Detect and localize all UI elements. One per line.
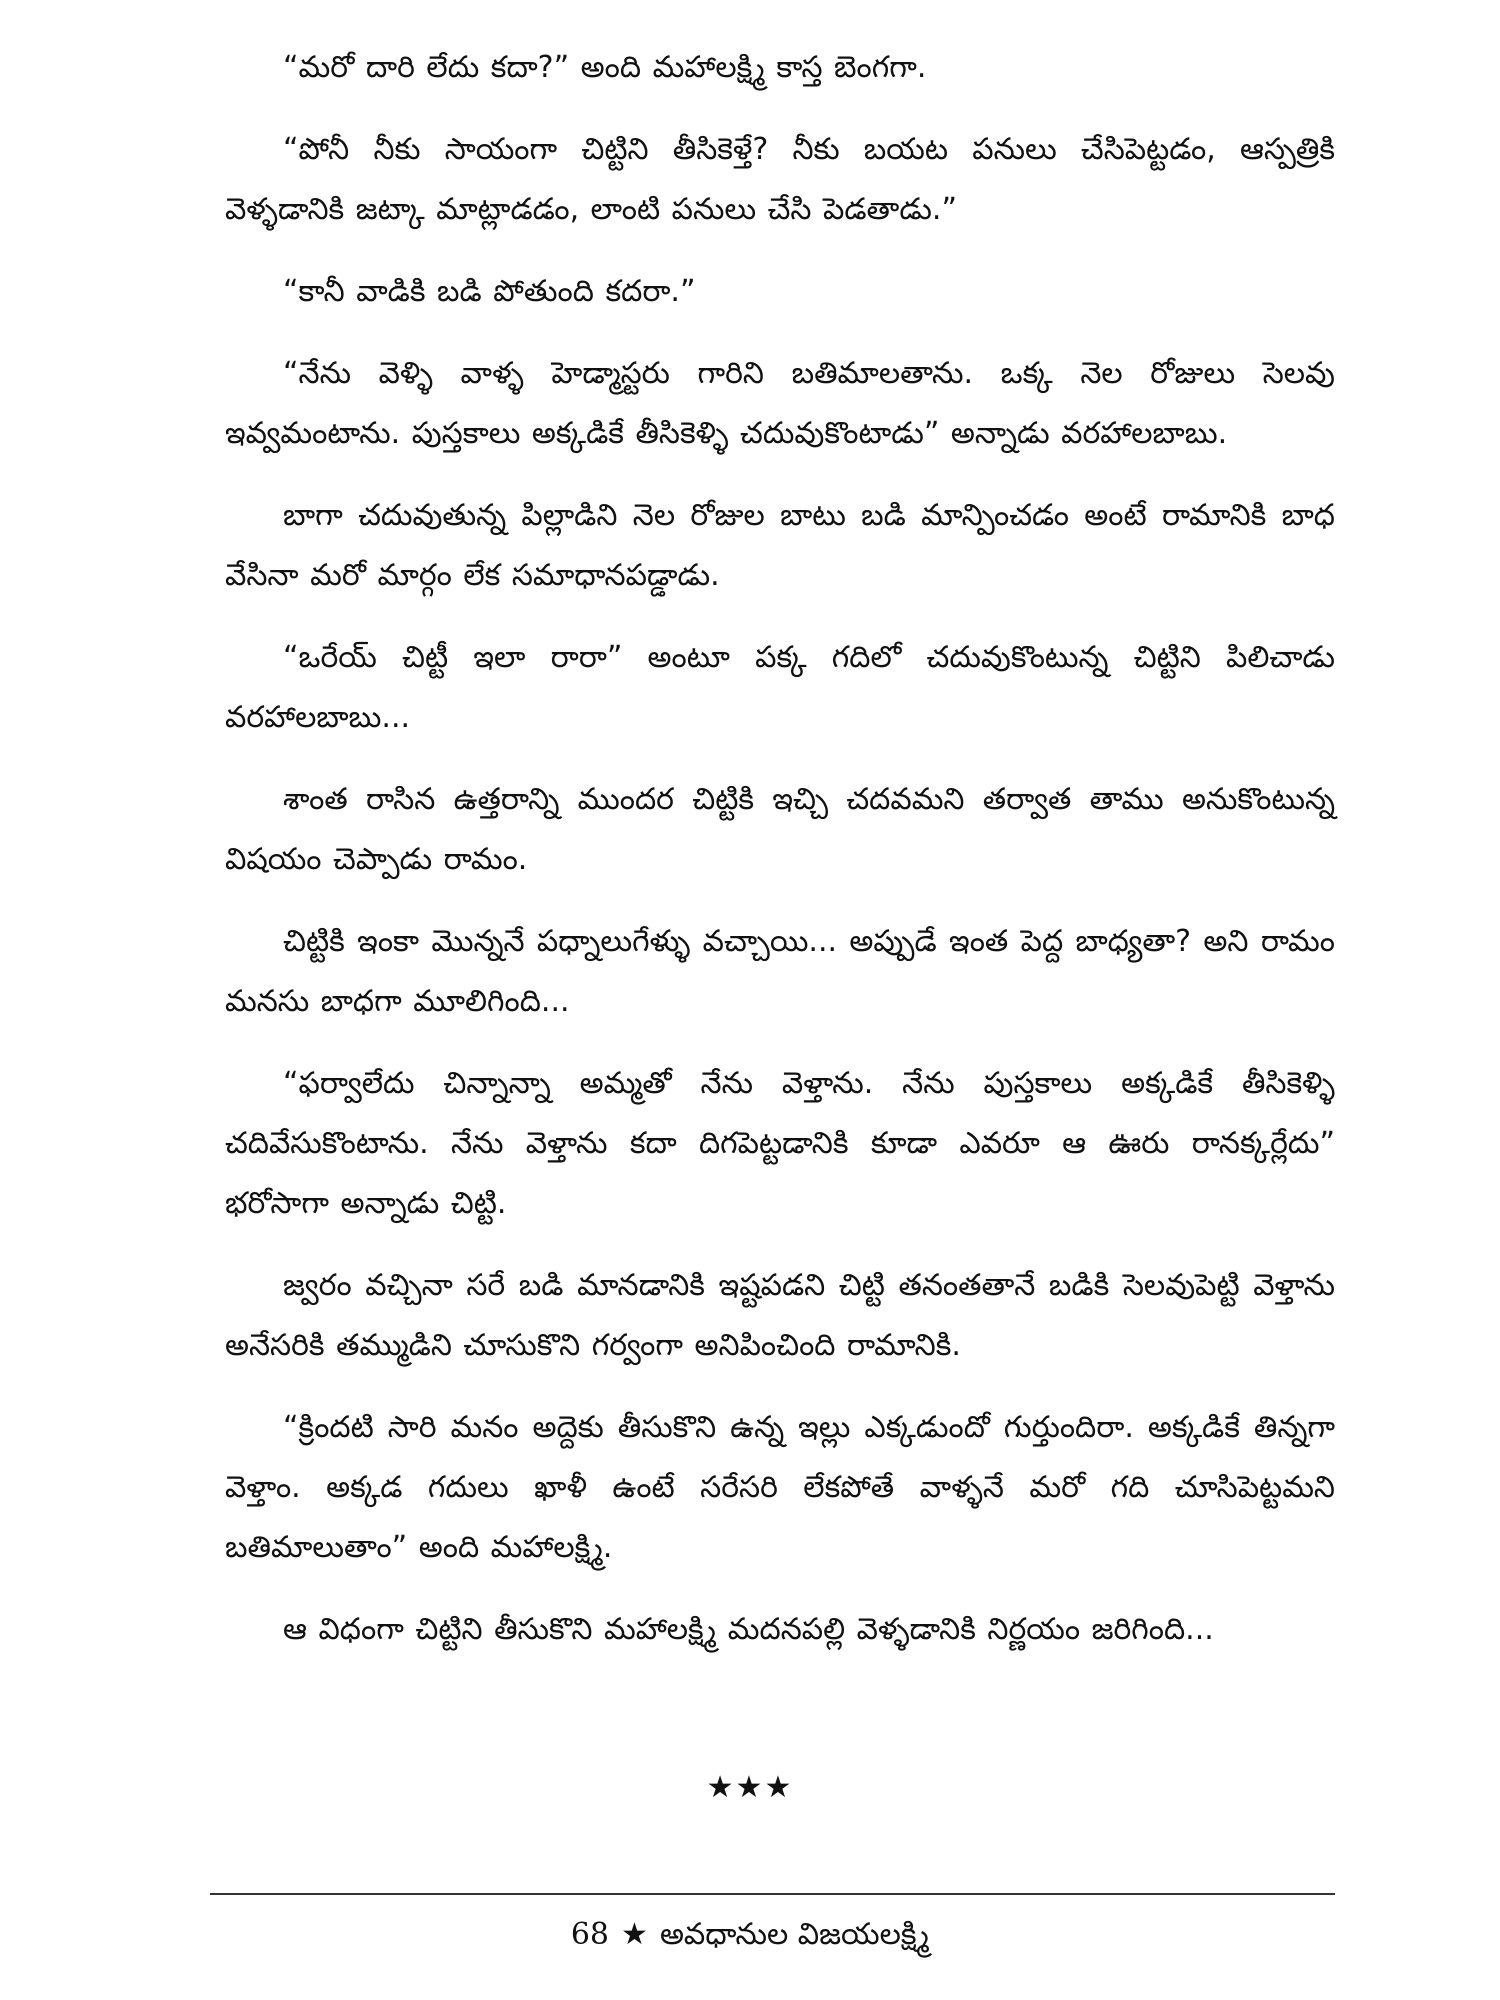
paragraph: ఆ విధంగా చిట్టిని తీసుకొని మహాలక్ష్మి మదనపల్లి వెళ్ళడానికి నిర్ణయం జరిగింది...: [283, 1612, 1214, 1647]
section-separator: ★★★: [706, 1770, 794, 1805]
paragraph: చిట్టికి ఇంకా మొన్ననే పధ్నాలుగేళ్ళు వచ్చాయి... అప్పుడే ఇంత పెద్ద బాధ్యతా? అని రామం మనసు బాధగా మూలిగింది...: [225, 924, 1335, 1019]
paragraph: బాగా చదువుతున్న పిల్లాడిని నెల రోజుల బాటు బడి మాన్పించడం అంటే రామానికి బాధ వేసినా మరో మార్గం లేక సమాధానపడ్డాడు.: [225, 498, 1335, 593]
page-footer: [0, 1905, 1500, 1965]
footer-divider: [210, 1893, 1335, 1895]
body-text: [225, 38, 1335, 1682]
paragraph: శాంత రాసిన ఉత్తరాన్ని ముందర చిట్టికి ఇచ్చి చదవమని తర్వాత తాము అనుకొంటున్న విషయం చెప్పాడు రామం.: [225, 782, 1335, 877]
paragraph: “ఒరేయ్ చిట్టీ ఇలా రారా” అంటూ పక్క గదిలో చదువుకొంటున్న చిట్టిని పిలిచాడు వరహాలబాబు...: [225, 640, 1335, 735]
paragraph: “కానీ వాడికి బడి పోతుంది కదరా.”: [283, 274, 696, 309]
paragraph: “క్రిందటి సారి మనం అద్దెకు తీసుకొని ఉన్న ఇల్లు ఎక్కడుందో గుర్తుందిరా. అక్కడికే తిన్నగా వెళ్తాం. అక్కడ గదులు ఖాళీ ఉంటే సరేసరి లేకపోతే వాళ్ళనే మరో గది చూసిపెట్టమని బతిమాలుతాం” అంది మహాలక్ష్మి.: [225, 1410, 1335, 1565]
paragraph: “పోనీ నీకు సాయంగా చిట్టిని తీసికెళ్తే? నీకు బయట పనులు చేసిపెట్టడం, ఆస్పత్రికి వెళ్ళడానికి జట్కా మాట్లాడడం, లాంటి పనులు చేసి పెడతాడు.”: [225, 132, 1335, 227]
paragraph: జ్వరం వచ్చినా సరే బడి మానడానికి ఇష్టపడని చిట్టి తనంతతానే బడికి సెలవుపెట్టి వెళ్తాను అనేసరికి తమ్ముడిని చూసుకొని గర్వంగా అనిపించింది రామానికి.: [225, 1268, 1335, 1363]
paragraph: “నేను వెళ్ళి వాళ్ళ హెడ్మాస్టరు గారిని బతిమాలతాను. ఒక్క నెల రోజులు సెలవు ఇవ్వమంటాను. పుస్తకాలు అక్కడికే తీసికెళ్ళి చదువుకొంటాడు” అన్నాడు వరహాలబాబు.: [225, 356, 1335, 451]
paragraph: “ఫర్వాలేదు చిన్నాన్నా అమ్మతో నేను వెళ్తాను. నేను పుస్తకాలు అక్కడికే తీసికెళ్ళి చదివేసుకొంటాను. నేను వెళ్తాను కదా దిగపెట్టడానికి కూడా ఎవరూ ఆ ఊరు రానక్కర్లేదు” భరోసాగా అన్నాడు చిట్టి.: [225, 1066, 1335, 1221]
author-name: అవధానుల విజయలక్ష్మి: [659, 1917, 930, 1952]
paragraph: “మరో దారి లేదు కదా?” అంది మహాలక్ష్మి కాస్త బెంగగా.: [283, 50, 927, 85]
page-number: 68: [570, 1917, 610, 1952]
star-icon: ★: [621, 1917, 648, 1952]
